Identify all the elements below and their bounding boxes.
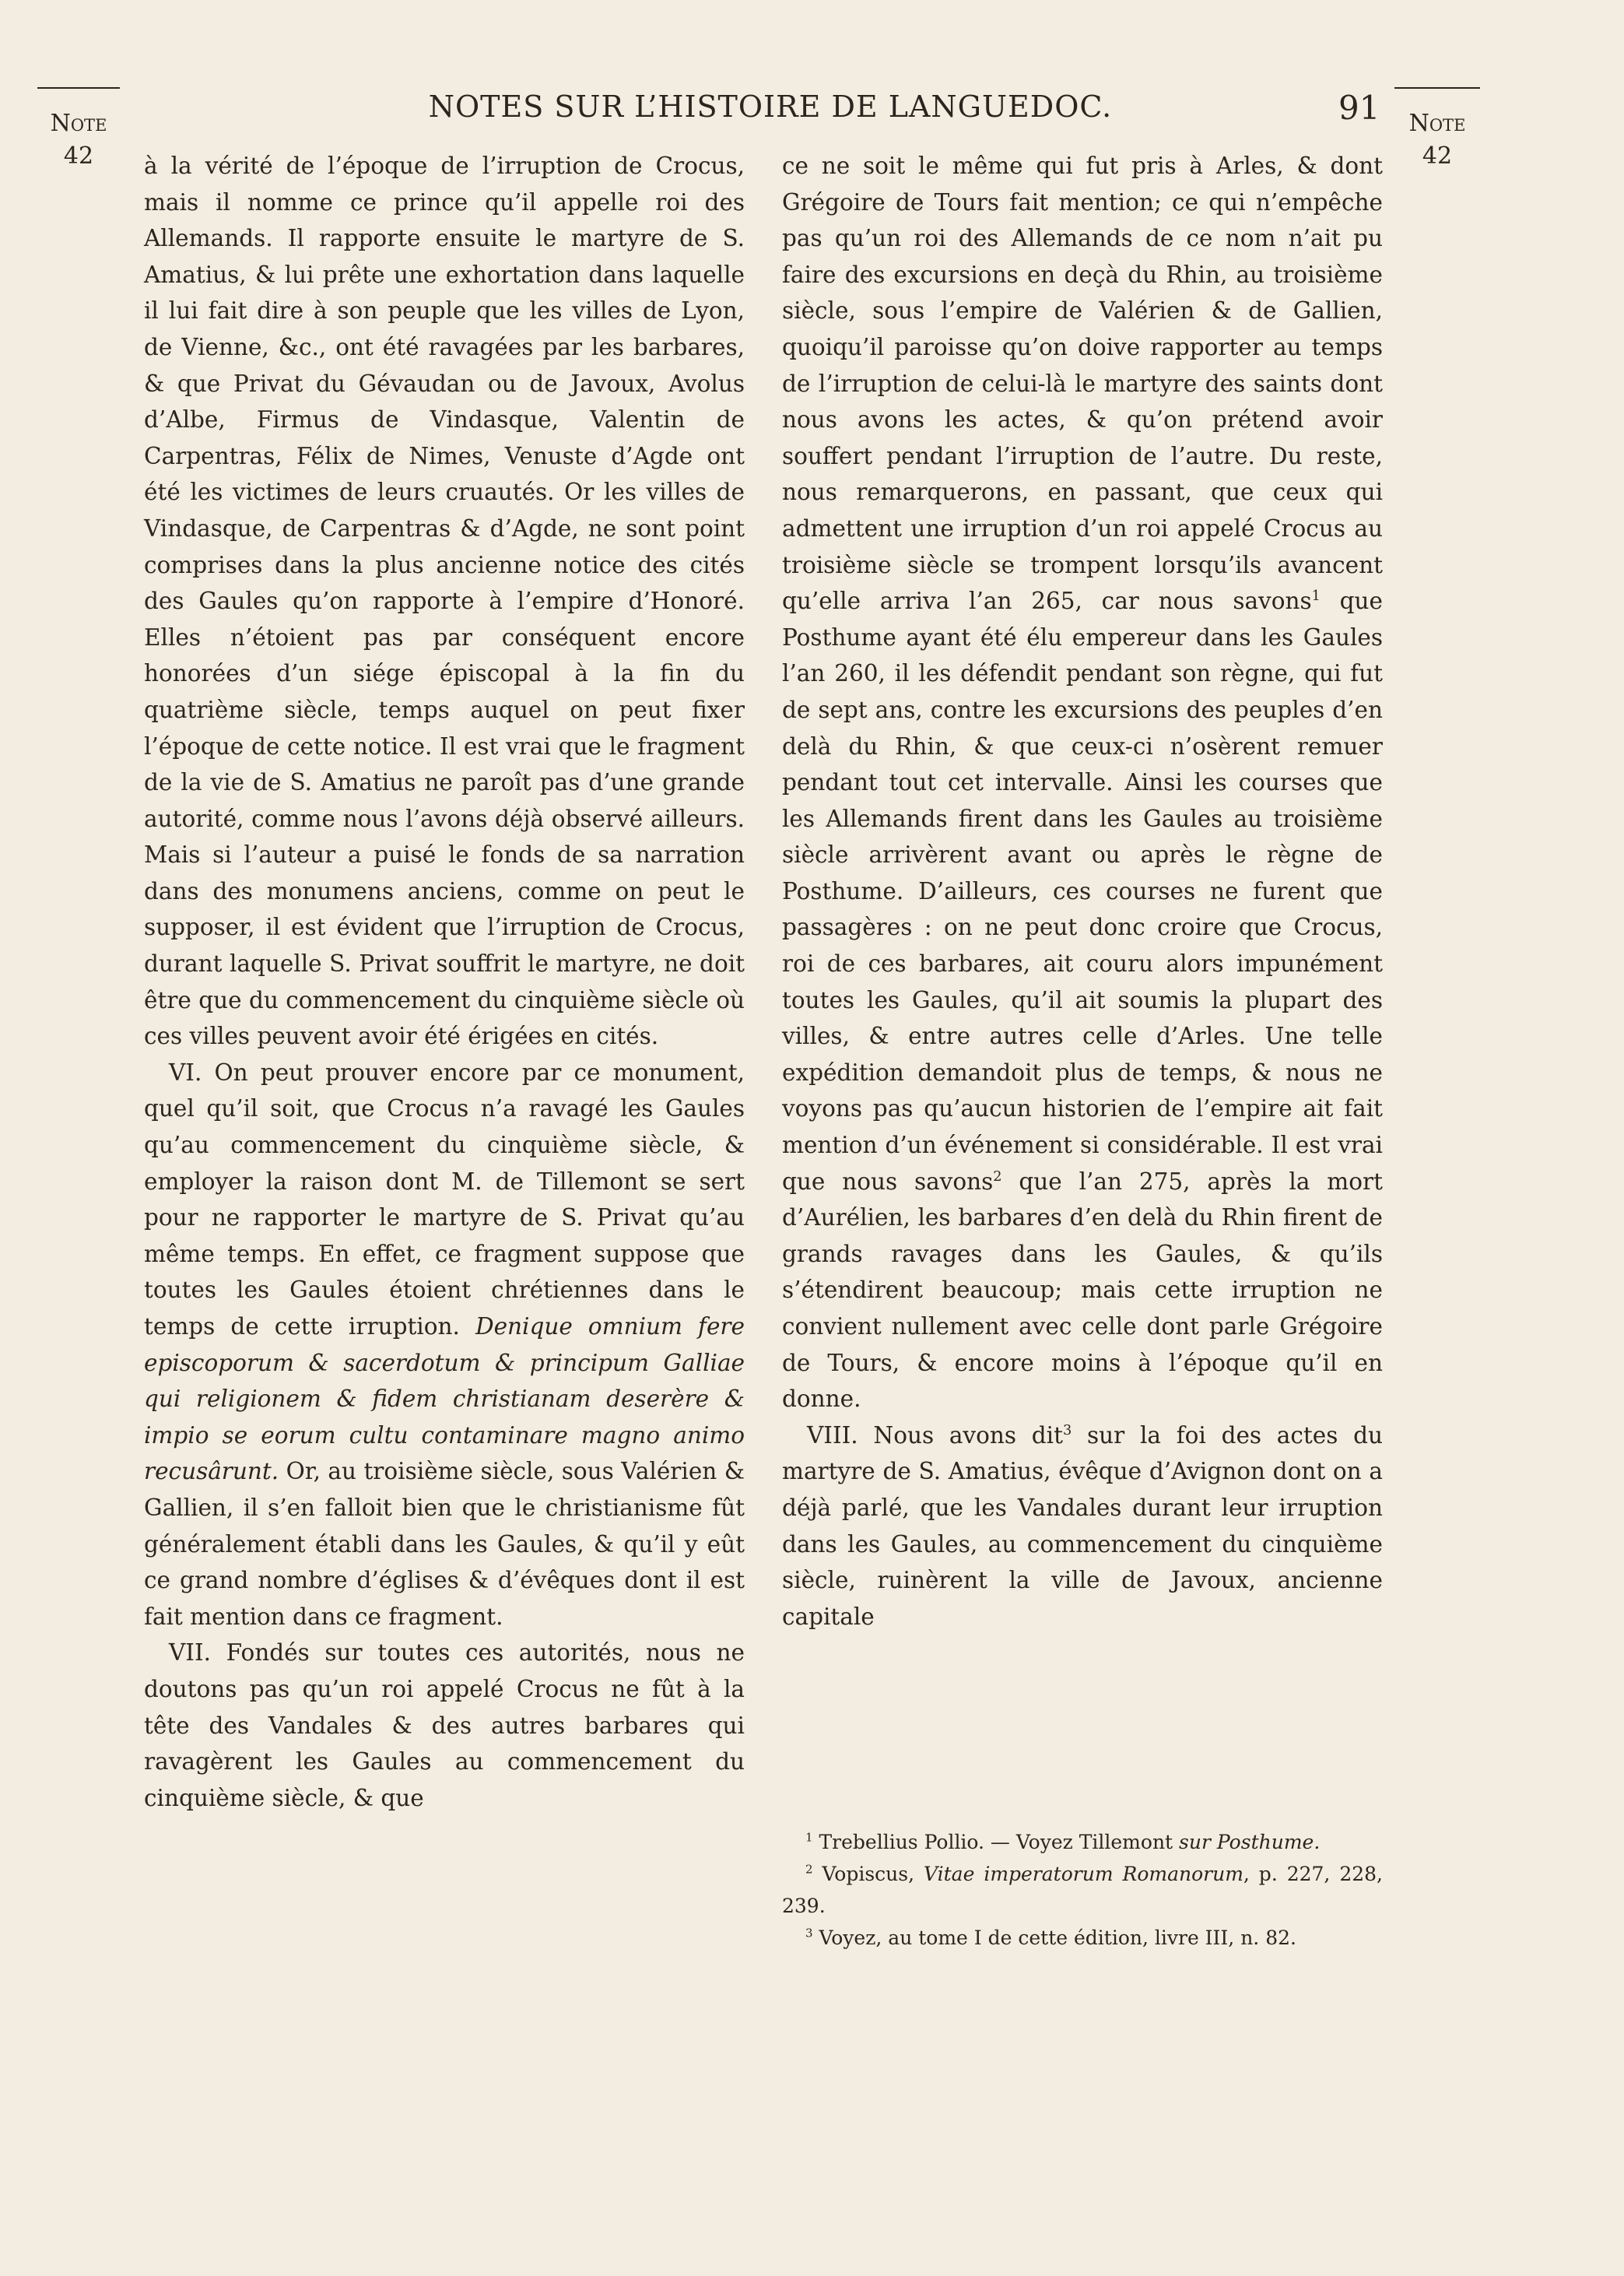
- margin-note-right-number: 42: [1422, 142, 1453, 170]
- page-number: 91: [1338, 89, 1380, 127]
- margin-note-left: [37, 87, 120, 173]
- paragraph-viii: [782, 1417, 1383, 1635]
- footnote-2: [782, 1858, 1383, 1922]
- footnote-1: [782, 1826, 1383, 1858]
- footnotes: [782, 1826, 1383, 1954]
- footnote-italic: sur Posthume.: [1179, 1831, 1321, 1853]
- paragraph-text: sur la foi des actes du martyre de S. Amatius, évêque d’Avignon dont on a déjà parlé, que les Vandales durant leur irruption dans les Gaules, au commencement du cinquième siècle, ruinèrent la ville de Javoux, ancienne capitale: [782, 1421, 1383, 1630]
- margin-rule-left: [37, 87, 120, 89]
- margin-note-left-label: Note: [50, 110, 107, 137]
- right-column: [782, 148, 1383, 1635]
- paragraph: à la vérité de l’époque de l’irruption de Crocus, mais il nomme ce prince qu’il appelle roi des Allemands. Il rapporte ensuite le martyre de S. Amatius, & lui prête une exhortation dans laquelle il lui fait dire à son peuple que les villes de Lyon, de Vienne, &c., ont été ravagées par les barbares, & que Privat du Gévaudan ou de Javoux, Avolus d’Albe, Firmus de Vindasque, Valentin de Carpentras, Félix de Nimes, Venuste d’Agde ont été les victimes de leurs cruautés. Or les villes de Vindasque, de Carpentras & d’Agde, ne sont point comprises dans la plus ancienne notice des cités des Gaules qu’on rapporte à l’empire d’Honoré. Elles n’étoient pas par conséquent encore honorées d’un siége épiscopal à la fin du quatrième siècle, temps auquel on peut fixer l’époque de cette notice. Il est vrai que le fragment de la vie de S. Amatius ne paroît pas d’une grande autorité, comme nous l’avons déjà observé ailleurs. Mais si l’auteur a puisé le fonds de sa narration dans des monumens anciens, comme on peut le supposer, il est évident que l’irruption de Crocus, durant laquelle S. Privat souffrit le martyre, ne doit être que du commencement du cinquième siècle où ces villes peuvent avoir été érigées en cités.: [144, 153, 745, 1050]
- margin-note-right-label: Note: [1408, 110, 1466, 137]
- footnote-text-end: , p. 227, 228, 239.: [782, 1863, 1384, 1917]
- paragraph-text: ce ne soit le même qui fut pris à Arles, & dont Grégoire de Tours fait mention; ce qui n’empêche pas qu’un roi des Allemands de ce nom n’ait pu faire des excursions en deçà du Rhin, au troisième siècle, sous l’empire de Valérien & de Gallien, quoiqu’il paroisse qu’on doive rapporter au temps de l’irruption de celui-là le martyre des saints dont nous avons les actes, & qu’on prétend avoir souffert pendant l’irruption de l’autre. Du reste, nous remarquerons, en passant, que ceux qui admettent une irruption d’un roi appelé Crocus au troisième siècle se trompent lorsqu’ils avancent qu’elle arriva l’an 265, car nous savons: [782, 153, 1383, 615]
- margin-note-left-number: 42: [63, 142, 94, 170]
- paragraph-vi-end: Or, au troisième siècle, sous Valérien & Gallien, il s’en falloit bien que le christianisme fût généralement établi dans les Gaules, & qu’il y eût ce grand nombre d’églises & d’évêques dont il est fait mention dans ce fragment.: [144, 1458, 745, 1630]
- paragraph-text: que Posthume ayant été élu empereur dans les Gaules l’an 260, il les défendit pendant son règne, qui fut de sept ans, contre les excursions des peuples d’en delà du Rhin, & que ceux-ci n’osèrent remuer pendant tout cet intervalle. Ainsi les courses que les Allemands firent dans les Gaules au troisième siècle arrivèrent avant ou après le règne de Posthume. D’ailleurs, ces courses ne furent que passagères : on ne peut donc croire que Crocus, roi de ces barbares, ait couru alors impunément toutes les Gaules, qu’il ait soumis la plupart des villes, & entre autres celle d’Arles. Une telle expédition demandoit plus de temps, & nous ne voyons pas qu’aucun historien de l’empire ait fait mention d’un événement si considérable. Il est vrai que nous savons: [782, 588, 1383, 1195]
- footnote-text: Vopiscus,: [822, 1863, 915, 1885]
- running-header: NOTES SUR L’HISTOIRE DE LANGUEDOC.: [428, 90, 1113, 124]
- footnote-3: [782, 1922, 1383, 1954]
- paragraph-continued: [782, 148, 1383, 1417]
- footnote-mark: 3: [805, 1926, 813, 1941]
- footnote-mark: 2: [805, 1862, 813, 1877]
- footnote-ref: 3: [1062, 1422, 1072, 1438]
- margin-rule-right: [1394, 87, 1480, 89]
- footnote-text: Trebellius Pollio. — Voyez Tillemont: [819, 1831, 1173, 1853]
- paragraph-vi-text: VI. On peut prouver encore par ce monument, quel qu’il soit, que Crocus n’a ravagé les Gaules qu’au commencement du cinquième siècle, & employer la raison dont M. de Tillemont se sert pour ne rapporter le martyre de S. Privat qu’au même temps. En effet, ce fragment suppose que toutes les Gaules étoient chrétiennes dans le temps de cette irruption.: [144, 1059, 745, 1340]
- footnote-text: Voyez, au tome I de cette édition, livre III, n. 82.: [819, 1927, 1296, 1949]
- paragraph-vi: [144, 1055, 745, 1635]
- footnote-mark: 1: [805, 1830, 813, 1845]
- footnote-ref: 1: [1311, 588, 1321, 605]
- footnote-italic: Vitae imperatorum Romanorum: [924, 1863, 1243, 1885]
- left-column: [144, 148, 745, 1816]
- paragraph-text: que l’an 275, après la mort d’Aurélien, les barbares d’en delà du Rhin firent de grands ravages dans les Gaules, & qu’ils s’étendirent beaucoup; mais cette irruption ne convient nullement avec celle dont parle Grégoire de Tours, & encore moins à l’époque qu’il en donne.: [782, 1168, 1383, 1413]
- paragraph-vii: VII. Fondés sur toutes ces autorités, nous ne doutons pas qu’un roi appelé Crocus ne fût à la tête des Vandales & des autres barbares qui ravagèrent les Gaules au commencement du cinquième siècle, & que: [144, 1639, 745, 1811]
- footnote-ref: 2: [993, 1168, 1002, 1185]
- margin-note-right: [1394, 87, 1480, 173]
- latin-quote: Denique omnium fere episcoporum & sacerdotum & principum Galliae qui religionem & fidem christianam deserère & impio se eorum cultu contaminare magno animo recusârunt.: [144, 1313, 745, 1485]
- paragraph-text: VIII. Nous avons dit: [807, 1421, 1063, 1449]
